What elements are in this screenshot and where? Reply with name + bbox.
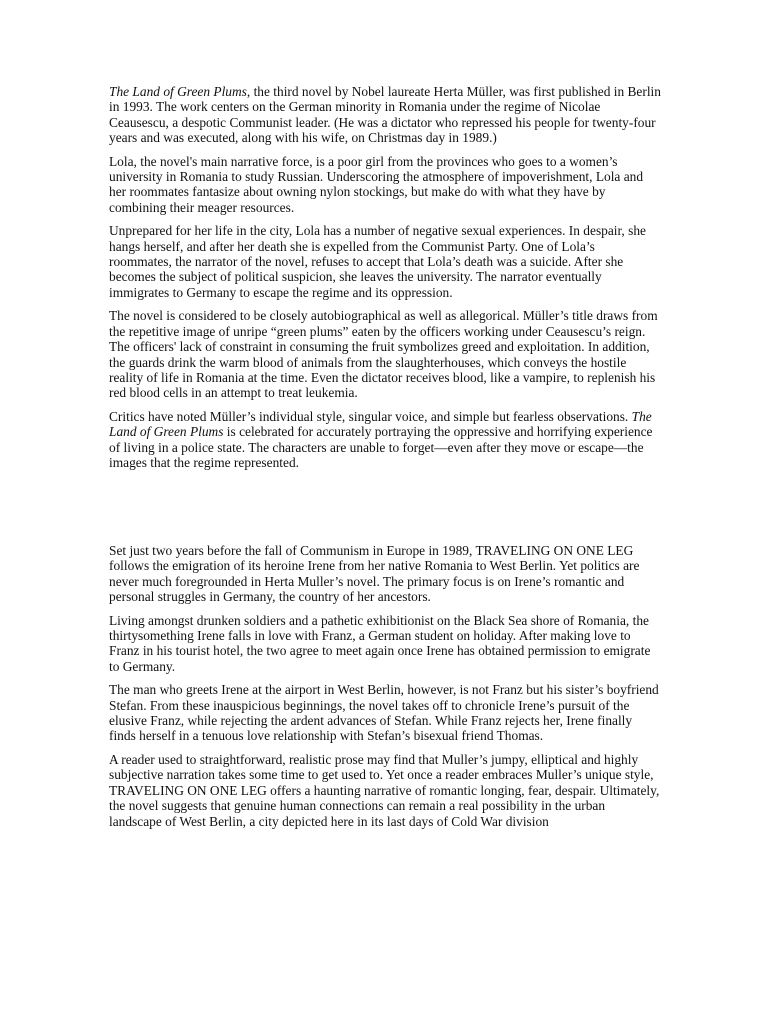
book-title: The Land of Green Plums: [109, 84, 247, 99]
paragraph-allegory: The novel is considered to be closely autobiographical as well as allegorical. Müller’s title draws from the repetitive image of unripe “green plums” eaten by the officers working under Ceausescu’s reign. The officers' lack of constraint in consuming the fruit symbolizes greed and exploitation. In addition, the guards drink the warm blood of animals from the slaughterhouses, which conveys the hostile reality of life in Romania at the time. Even the dictator receives blood, like a vampire, to replenish his red blood cells in an attempt to treat leukemia.: [109, 308, 658, 401]
paragraph-west-berlin: The man who greets Irene at the airport in West Berlin, however, is not Franz but his sister’s boyfriend Stefan. From these inauspicious beginnings, the novel takes off to chronicle Irene’s pursuit of the elusive Franz, while rejecting the ardent advances of Stefan. While Franz rejects her, Irene finally finds herself in a tenuous love relationship with Stefan’s bisexual friend Thomas.: [109, 682, 659, 744]
paragraph-text: , the third novel by Nobel laureate Herta Müller, was first published in Berlin in 1993. The work centers on the German minority in Romania under the regime of Nicolae Ceausescu, a despotic Communist leader. (He was a dictator who repressed his people for twenty-four years and was executed, along with his wife, on Christmas day in 1989.): [109, 84, 661, 146]
paragraph-style: A reader used to straightforward, realistic prose may find that Muller’s jumpy, elliptical and highly subjective narration takes some time to get used to. Yet once a reader embraces Muller’s unique style, TRAVELING ON ONE LEG offers a haunting narrative of romantic longing, fear, despair. Ultimately, the novel suggests that genuine human connections can remain a real possibility in the urban landscape of West Berlin, a city depicted here in its last days of Cold War division: [109, 751, 660, 829]
paragraph-critics: [109, 409, 661, 471]
review-traveling-one-leg: [109, 543, 661, 837]
book-title: The Land of Green Plums: [109, 408, 652, 440]
paragraph-setting: Set just two years before the fall of Communism in Europe in 1989, TRAVELING ON ONE LEG follows the emigration of its heroine Irene from her native Romania to West Berlin. Yet politics are never much foregrounded in Herta Muller’s novel. The primary focus is on Irene’s romantic and personal struggles in Germany, the country of her ancestors.: [109, 543, 640, 605]
paragraph-black-sea: Living amongst drunken soldiers and a pathetic exhibitionist on the Black Sea shore of Romania, the thirtysomething Irene falls in love with Franz, a German student on holiday. After making love to Franz in his tourist hotel, the two agree to meet again once Irene has obtained permission to emigrate to Germany.: [109, 612, 651, 674]
paragraph-text: is celebrated for accurately portraying the oppressive and horrifying experience of living in a police state. The characters are unable to forget—even after they move or escape—the images that the regime represented.: [109, 424, 653, 470]
review-green-plums: [109, 84, 661, 478]
paragraph-lola: Lola, the novel's main narrative force, is a poor girl from the provinces who goes to a women’s university in Romania to study Russian. Underscoring the atmosphere of impoverishment, Lola and her roommates fantasize about owning nylon stockings, but make do with what they have by combining their meager resources.: [109, 153, 644, 215]
paragraph-city-life: Unprepared for her life in the city, Lola has a number of negative sexual experiences. In despair, she hangs herself, and after her death she is expelled from the Communist Party. One of Lola’s roommates, the narrator of the novel, refuses to accept that Lola’s death was a suicide. After she becomes the subject of political suspicion, she leaves the university. The narrator eventually immigrates to Germany to escape the regime and its oppression.: [109, 223, 646, 300]
paragraph-text: Critics have noted Müller’s individual style, singular voice, and simple but fearless observations.: [109, 408, 632, 424]
paragraph-intro: [109, 84, 661, 146]
